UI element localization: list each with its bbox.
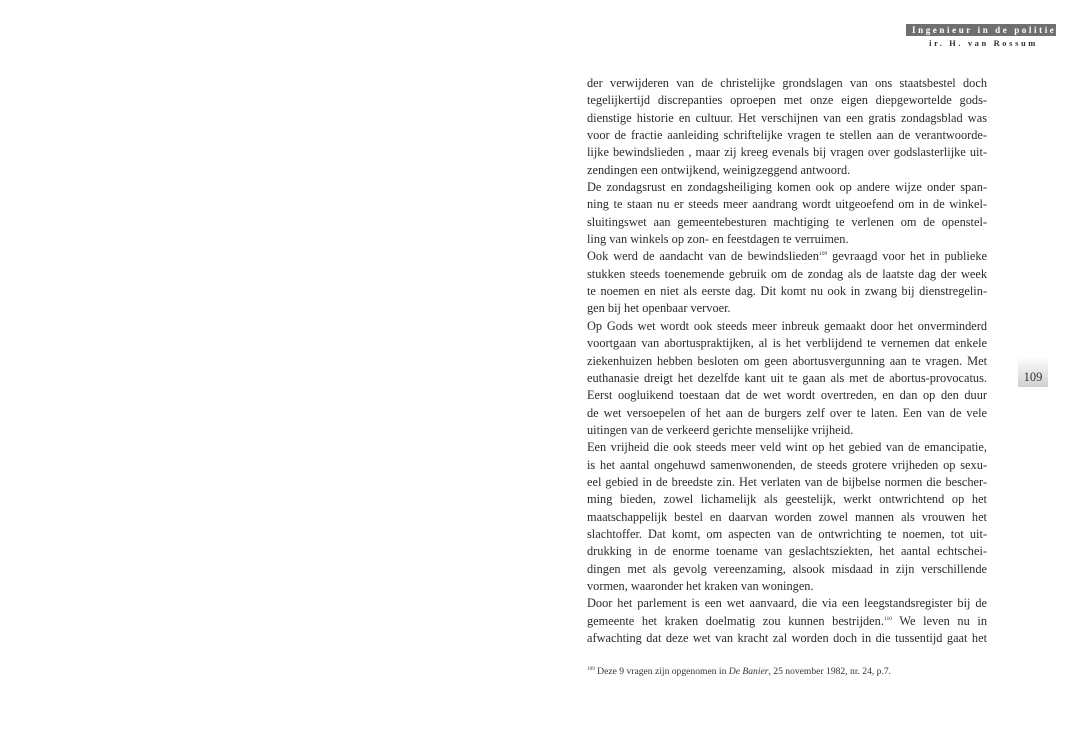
page-number: 109 bbox=[1023, 370, 1043, 384]
text-line: gen bij het openbaar vervoer. bbox=[587, 301, 731, 316]
text-line: Op Gods wet wordt ook steeds meer inbreuk gemaakt door het onverminderd bbox=[587, 318, 987, 333]
footnote-reference-109[interactable]: 109 bbox=[818, 251, 828, 258]
text-line: Een vrijheid die ook steeds meer veld wint op het gebied van de emancipatie, bbox=[587, 440, 987, 455]
text-line: drukking in de enorme toename van geslachtsziekten, het aantal echtschei- bbox=[587, 544, 987, 559]
text-line: is het aantal ongehuwd samenwonenden, de steeds grotere vrijheden op sexu- bbox=[587, 457, 987, 472]
text-line-with-footnote-ref bbox=[587, 613, 987, 630]
text-line: uitingen van de verkeerd gerichte menselijke vrijheid. bbox=[587, 422, 854, 437]
text-line: tegelijkertijd discrepanties oproepen met onze eigen diepgewortelde gods- bbox=[587, 93, 987, 108]
text-segment: We leven nu in bbox=[891, 613, 987, 628]
footnote-publication-title: De Banier bbox=[728, 666, 769, 677]
text-line: euthanasie dreigt het dezelfde kant uit te gaan als met de abortus-provocatus. bbox=[587, 370, 987, 385]
text-segment: Ook werd de aandacht van de bewindslieden bbox=[587, 249, 819, 264]
text-line: Door het parlement is een wet aanvaard, die via een leegstandsregister bij de bbox=[587, 596, 987, 611]
footnote-reference-110[interactable]: 110 bbox=[883, 615, 892, 622]
text-line: voor de fractie aanleiding schriftelijke vragen te stellen aan de verantwoorde- bbox=[587, 128, 987, 143]
text-line: lijke bewindslieden , maar zij kreeg evenals bij vragen over godslasterlijke uit- bbox=[587, 145, 987, 160]
text-line: stukken steeds toenemende gebruik om de zondag als de laatste dag der week bbox=[587, 266, 987, 281]
text-line: dienstige historie en cultuur. Het verschijnen van een gratis zondagsblad was bbox=[587, 110, 987, 125]
text-line: sluitingswet aan gemeentebesturen machtiging te verlenen om de openstel- bbox=[587, 214, 987, 229]
running-header-author: ir. H. van Rossum bbox=[929, 38, 1038, 48]
footnote-text: , 25 november 1982, nr. 24, p.7. bbox=[768, 666, 892, 677]
text-line: vormen, waaronder het kraken van woningen. bbox=[587, 578, 814, 593]
footnote-number: 109 bbox=[587, 666, 595, 672]
text-line: slachtoffer. Dat komt, om aspecten van de ontwrichting te noemen, tot uit- bbox=[587, 526, 987, 541]
text-line: eel gebied in de breedste zin. Het verlaten van de bijbelse normen die bescher- bbox=[587, 474, 987, 489]
text-line: ning te staan nu er steeds meer aandrang wordt uitgeoefend om in de winkel- bbox=[587, 197, 987, 212]
text-line: De zondagsrust en zondagsheiliging komen ook op andere wijze onder span- bbox=[587, 180, 987, 195]
text-line: te noemen en niet als eerste dag. Dit komt nu ook in zwang bij dienstregelin- bbox=[587, 284, 987, 299]
text-segment: gevraagd voor het in publieke bbox=[827, 249, 987, 264]
text-line: dingen met als gevolg vereenzaming, alsook misdaad in zijn verschillende bbox=[587, 561, 987, 576]
text-line: ming bieden, zowel lichamelijk als geestelijk, werkt ontwrichtend op het bbox=[587, 492, 987, 507]
text-line: Eerst oogluikend toestaan dat de wet wordt overtreden, en dan op den duur bbox=[587, 388, 987, 403]
page-number-tab bbox=[1018, 357, 1048, 387]
running-header bbox=[906, 24, 1064, 50]
text-line: ziekenhuizen hebben besloten om geen abortusvergunning aan te vragen. Met bbox=[587, 353, 987, 368]
running-header-title: Ingenieur in de politiek bbox=[906, 24, 1056, 36]
footnote-text: Deze 9 vragen zijn opgenomen in bbox=[594, 666, 729, 677]
text-line: maatschappelijk bestel en daarvan worden zowel mannen als vrouwen het bbox=[587, 509, 987, 524]
text-line-with-footnote-ref bbox=[587, 248, 987, 265]
text-line: de wet versoepelen of het aan de burgers zelf over te laten. Een van de vele bbox=[587, 405, 987, 420]
footnote bbox=[587, 666, 987, 678]
body-text bbox=[587, 75, 987, 647]
text-line: der verwijderen van de christelijke grondslagen van ons staatsbestel doch bbox=[587, 76, 987, 90]
text-line: zendingen een ontwijkend, weinigzeggend antwoord. bbox=[587, 162, 851, 177]
text-segment: gemeente het kraken doelmatig zou kunnen bestrijden. bbox=[587, 613, 884, 628]
text-line: ling van winkels op zon- en feestdagen te verruimen. bbox=[587, 232, 849, 247]
text-line: afwachting dat deze wet van kracht zal worden doch in die tussentijd gaat het bbox=[587, 631, 987, 645]
text-line: voortgaan van abortuspraktijken, al is het verblijdend te vernemen dat enkele bbox=[587, 336, 987, 351]
